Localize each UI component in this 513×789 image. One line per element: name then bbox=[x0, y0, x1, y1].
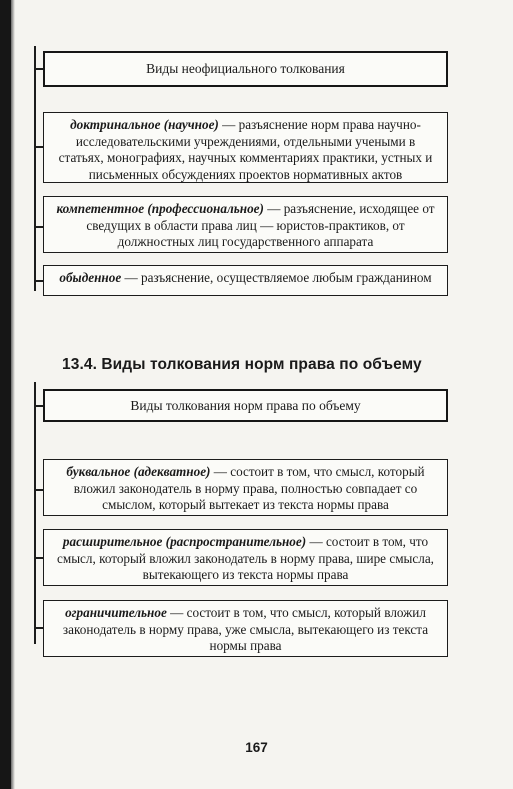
section-heading: 13.4. Виды толкования норм права по объему bbox=[62, 356, 422, 373]
diagram-1-item-everyday bbox=[43, 265, 448, 296]
term: обыденное bbox=[59, 270, 122, 285]
diagram-2-item-extensive bbox=[43, 529, 448, 586]
definition: — разъяснение, осуществляемое любым гражданином bbox=[121, 270, 432, 285]
diagram-2-item-restrictive bbox=[43, 600, 448, 657]
definition: — разъяснение, исходящее от сведущих в области права лиц — юристов-практиков, от должностных лиц государственного аппарата bbox=[86, 201, 435, 249]
diagram-2-header-text: Виды толкования норм права по объему bbox=[130, 397, 361, 413]
definition: — состоит в том, что смысл, который вложил законодатель в норму права, уже смысла, вытекающего из текста нормы права bbox=[62, 605, 429, 653]
connector-item-2-1 bbox=[34, 489, 43, 491]
definition: — разъяснение норм права научно-исследовательскими учреждениями, отдельными учеными в статьях, монографиях, научных комментариях практики, устных и письменных обсуждениях проектов нормативных актов bbox=[58, 117, 433, 182]
diagram-2-item-literal bbox=[43, 459, 448, 516]
term: ограничительное bbox=[65, 605, 167, 620]
diagram-2-header bbox=[43, 389, 448, 422]
connector-item-2-2 bbox=[34, 557, 43, 559]
term: доктринальное (научное) bbox=[70, 117, 219, 132]
book-binding-edge bbox=[0, 0, 11, 789]
binding-shadow bbox=[11, 0, 15, 789]
page-number: 167 bbox=[245, 740, 268, 755]
connector-item-1-2 bbox=[34, 226, 43, 228]
definition: — состоит в том, что смысл, который вложил законодатель в норму права, шире смысла, вытекающего из текста нормы права bbox=[57, 534, 434, 582]
connector-header-1 bbox=[34, 68, 43, 70]
diagram-1-header-text: Виды неофициального толкования bbox=[146, 61, 345, 76]
diagram-2-vertical-line bbox=[34, 382, 36, 644]
definition: — состоит в том, что смысл, который вложил законодатель в норму права, полностью совпадает со смыслом, который вытекает из текста нормы права bbox=[73, 464, 425, 512]
diagram-1-header bbox=[43, 51, 448, 87]
connector-item-1-3 bbox=[34, 280, 43, 282]
connector-item-2-3 bbox=[34, 627, 43, 629]
term: буквальное (адекватное) bbox=[66, 464, 211, 479]
diagram-1-item-competent bbox=[43, 196, 448, 253]
term: расширительное (распространительное) bbox=[62, 534, 307, 549]
diagram-1-vertical-line bbox=[34, 46, 36, 291]
connector-item-1-1 bbox=[34, 146, 43, 148]
diagram-1-item-doctrinal bbox=[43, 112, 448, 183]
connector-header-2 bbox=[34, 405, 43, 407]
term: компетентное (профессиональное) bbox=[56, 201, 264, 216]
